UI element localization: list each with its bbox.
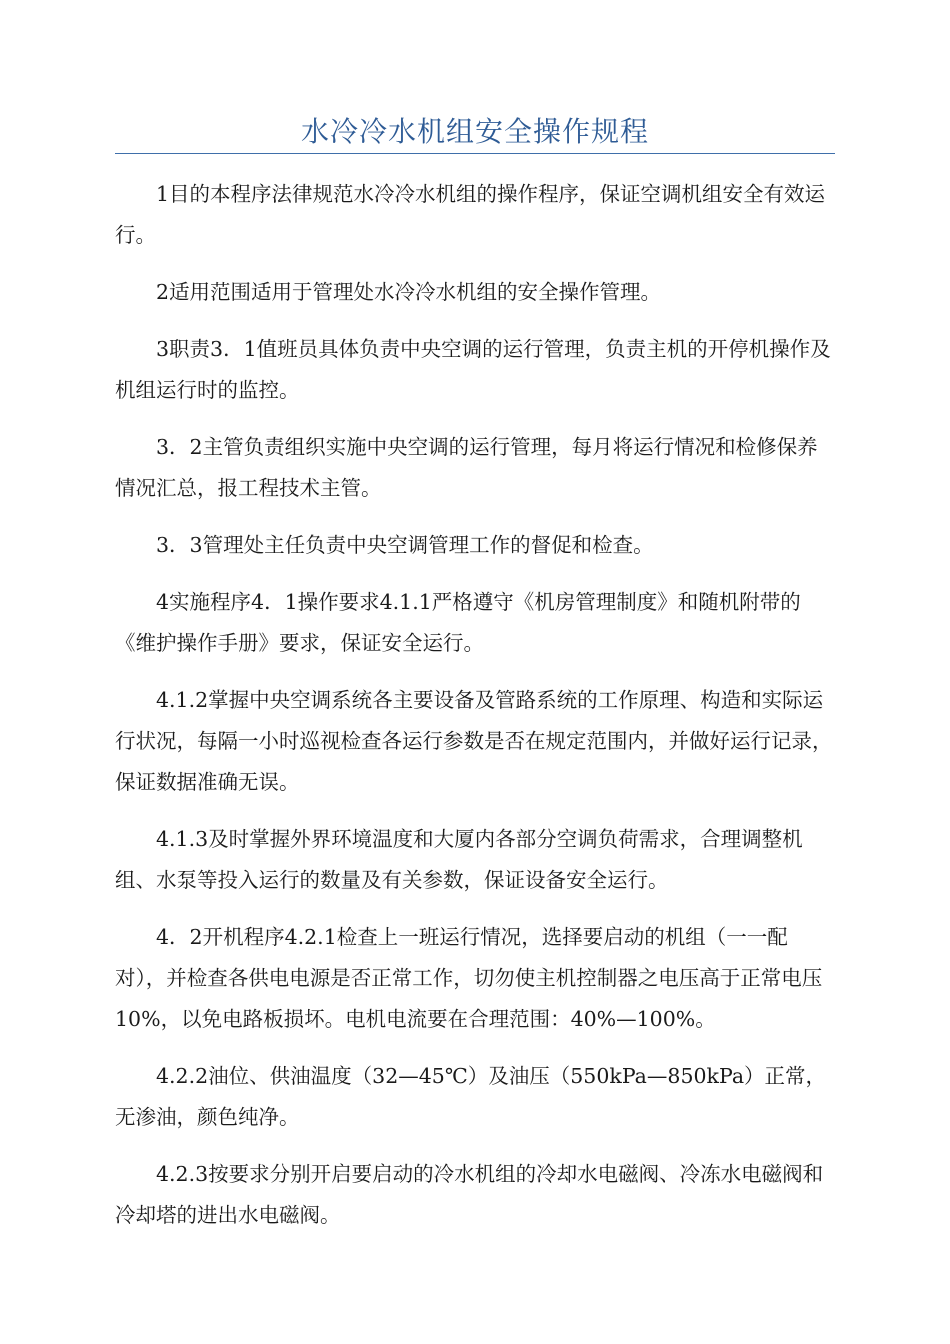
paragraph-4-2-1-startup: 4．2开机程序4.2.1检查上一班运行情况，选择要启动的机组（一一配对），并检查各供电电源是否正常工作，切勿使主机控制器之电压高于正常电压10%，以免电路板损坏。电机电流要在合理范围：40%—100%。	[115, 925, 823, 1031]
paragraph-4-2-3-startup: 4.2.3按要求分别开启要启动的冷水机组的冷却水电磁阀、冷冻水电磁阀和冷却塔的进出水电磁阀。	[115, 1162, 824, 1227]
document-title: 水冷冷水机组安全操作规程	[300, 115, 649, 148]
paragraph-2-scope: 2适用范围适用于管理处水冷冷水机组的安全操作管理。	[156, 280, 662, 304]
paragraph-4-1-3-requirement: 4.1.3及时掌握外界环境温度和大厦内各部分空调负荷需求，合理调整机组、水泵等投入运行的数量及有关参数，保证设备安全运行。	[115, 827, 803, 892]
paragraph-3-1-duty: 3职责3．1值班员具体负责中央空调的运行管理，负责主机的开停机操作及机组运行时的监控。	[115, 337, 831, 402]
paragraph-1-purpose: 1目的本程序法律规范水冷冷水机组的操作程序，保证空调机组安全有效运行。	[115, 182, 826, 247]
paragraph-4-1-1-requirement: 4实施程序4．1操作要求4.1.1严格遵守《机房管理制度》和随机附带的《维护操作手册》要求，保证安全运行。	[115, 590, 801, 655]
title-underline	[115, 153, 835, 154]
paragraph-3-2-duty: 3．2主管负责组织实施中央空调的运行管理，每月将运行情况和检修保养情况汇总，报工程技术主管。	[115, 435, 818, 500]
paragraph-4-2-2-startup: 4.2.2油位、供油温度（32—45℃）及油压（550kPa—850kPa）正常，无渗油，颜色纯净。	[115, 1064, 827, 1129]
paragraph-4-1-2-requirement: 4.1.2掌握中央空调系统各主要设备及管路系统的工作原理、构造和实际运行状况，每隔一小时巡视检查各运行参数是否在规定范围内，并做好运行记录，保证数据准确无误。	[115, 688, 833, 794]
paragraph-3-3-duty: 3．3管理处主任负责中央空调管理工作的督促和检查。	[156, 533, 654, 557]
document-body	[115, 174, 835, 1252]
